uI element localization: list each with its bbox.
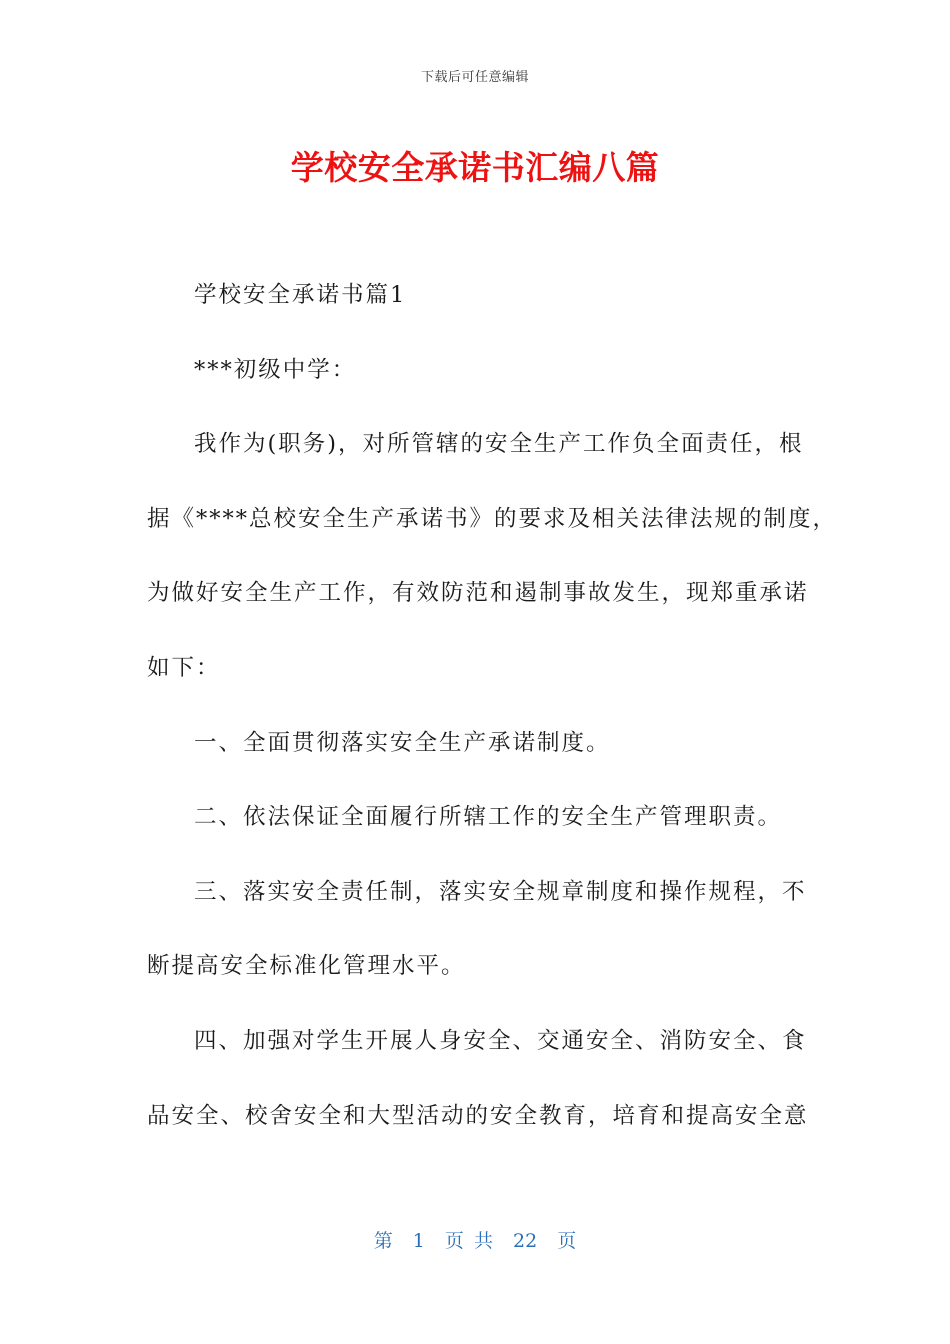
commitment-item-continued: 断提高安全标准化管理水平。 — [147, 953, 466, 980]
current-page-number: 1 — [412, 1230, 425, 1252]
page-label-prefix: 第 — [373, 1230, 393, 1252]
commitment-item: 二、依法保证全面履行所辖工作的安全生产管理职责。 — [194, 804, 783, 831]
paragraph-line: 据《****总校安全生产承诺书》的要求及相关法律法规的制度， — [147, 505, 838, 532]
header-note: 下载后可任意编辑 — [420, 70, 529, 85]
document-title: 学校安全承诺书汇编八篇 — [290, 148, 660, 187]
paragraph-line: 我作为(职务)，对所管辖的安全生产工作负全面责任，根 — [194, 431, 804, 458]
salutation: ***初级中学： — [194, 356, 357, 383]
page-label-mid: 页 共 — [444, 1230, 493, 1252]
commitment-item: 一、全面贯彻落实安全生产承诺制度。 — [194, 729, 611, 756]
commitment-item: 四、加强对学生开展人身安全、交通安全、消防安全、食 — [194, 1027, 807, 1054]
document-body — [147, 272, 838, 1167]
paragraph-line: 如下： — [147, 654, 221, 681]
commitment-item: 三、落实安全责任制，落实安全规章制度和操作规程，不 — [194, 878, 807, 905]
total-pages-number: 22 — [513, 1230, 538, 1252]
page-footer — [0, 1226, 950, 1253]
page-label-suffix: 页 — [557, 1230, 577, 1252]
paragraph-line: 为做好安全生产工作，有效防范和遏制事故发生，现郑重承诺 — [147, 580, 809, 607]
section-heading: 学校安全承诺书篇1 — [194, 282, 407, 308]
commitment-item-continued: 品安全、校舍安全和大型活动的安全教育，培育和提高安全意 — [147, 1102, 809, 1129]
